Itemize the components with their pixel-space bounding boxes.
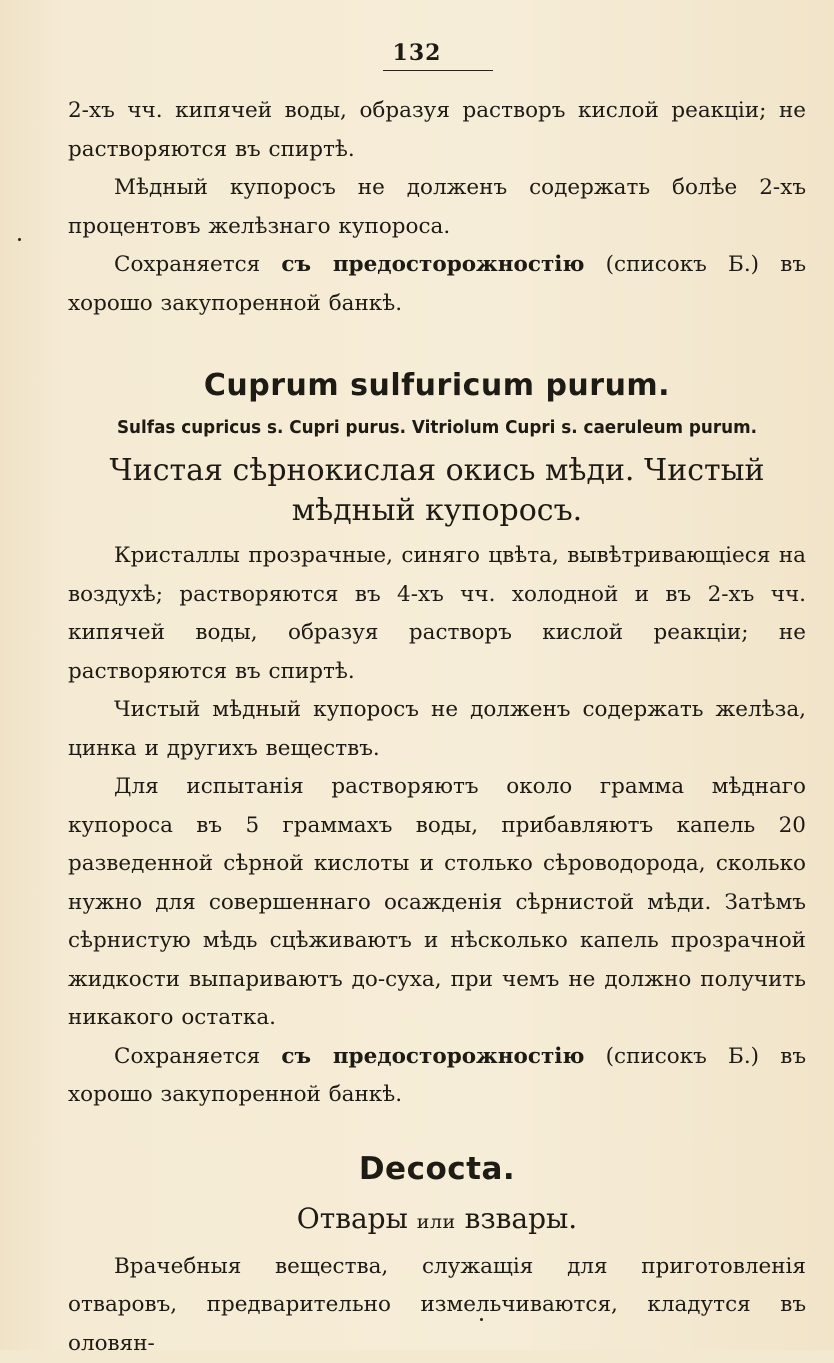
paragraph-purity: Чистый мѣдный купоросъ не долженъ содержать желѣза, цинка и другихъ веществъ. xyxy=(68,691,806,768)
storage-prefix: Сохраняется xyxy=(114,252,281,277)
paragraph-storage-2 xyxy=(68,1038,806,1115)
storage-suffix: (списокъ Б.) въ хорошо закупоренной банкѣ. xyxy=(68,1044,806,1108)
paper-speck xyxy=(18,238,21,241)
section2-latin-title: Decocta. xyxy=(68,1149,806,1189)
paragraph-continuation: 2-хъ чч. кипячей воды, образуя растворъ кислой реакціи; не растворяются въ спиртѣ. xyxy=(68,92,806,169)
header-rule xyxy=(383,70,493,71)
storage-prefix: Сохраняется xyxy=(114,1044,281,1069)
title-conjunction: или xyxy=(417,1211,456,1233)
title-part-a: Отвары xyxy=(297,1202,417,1235)
paragraph-decocta: Врачебныя вещества, служащія для приготовленія отваровъ, предварительно измельчиваются, кладутся въ оловян- xyxy=(68,1248,806,1363)
section-latin-synonyms: Sulfas cupricus s. Cupri purus. Vitriolum Cupri s. caeruleum purum. xyxy=(83,415,791,441)
paragraph-impurity-limit: Мѣдный купоросъ не долженъ содержать болѣе 2-хъ процентовъ желѣзнаго купороса. xyxy=(68,169,806,246)
section2-russian-title xyxy=(68,1199,806,1242)
paragraph-description: Кристаллы прозрачные, синяго цвѣта, вывѣтривающіеся на воздухѣ; растворяются въ 4-хъ чч. холодной и въ 2-хъ чч. кипячей воды, образуя растворъ кислой реакціи; не растворяются въ спиртѣ. xyxy=(68,537,806,691)
storage-caution: съ предосторожностію xyxy=(281,1044,584,1069)
storage-suffix: (списокъ Б.) въ хорошо закупоренной банкѣ. xyxy=(68,252,806,316)
section-latin-title: Cuprum sulfuricum purum. xyxy=(68,367,806,405)
paragraph-test: Для испытанія растворяютъ около грамма мѣднаго купороса въ 5 граммахъ воды, прибавляютъ капель 20 разведенной сѣрной кислоты и столько сѣроводорода, сколько нужно для совершеннаго осажденія сѣрнистой мѣди. Затѣмъ сѣрнистую мѣдь сцѣживаютъ и нѣсколько капель прозрачной жидкости выпариваютъ до-суха, при чемъ не должно получить никакого остатка. xyxy=(68,768,806,1038)
section-russian-title: Чистая сѣрнокислая окись мѣди. Чистый мѣдный купоросъ. xyxy=(68,451,806,531)
paragraph-storage xyxy=(68,246,806,323)
title-part-b: взвары. xyxy=(456,1202,578,1235)
page-body xyxy=(68,92,806,1363)
storage-caution: съ предосторожностію xyxy=(281,252,584,277)
page-number: 132 xyxy=(0,40,834,66)
